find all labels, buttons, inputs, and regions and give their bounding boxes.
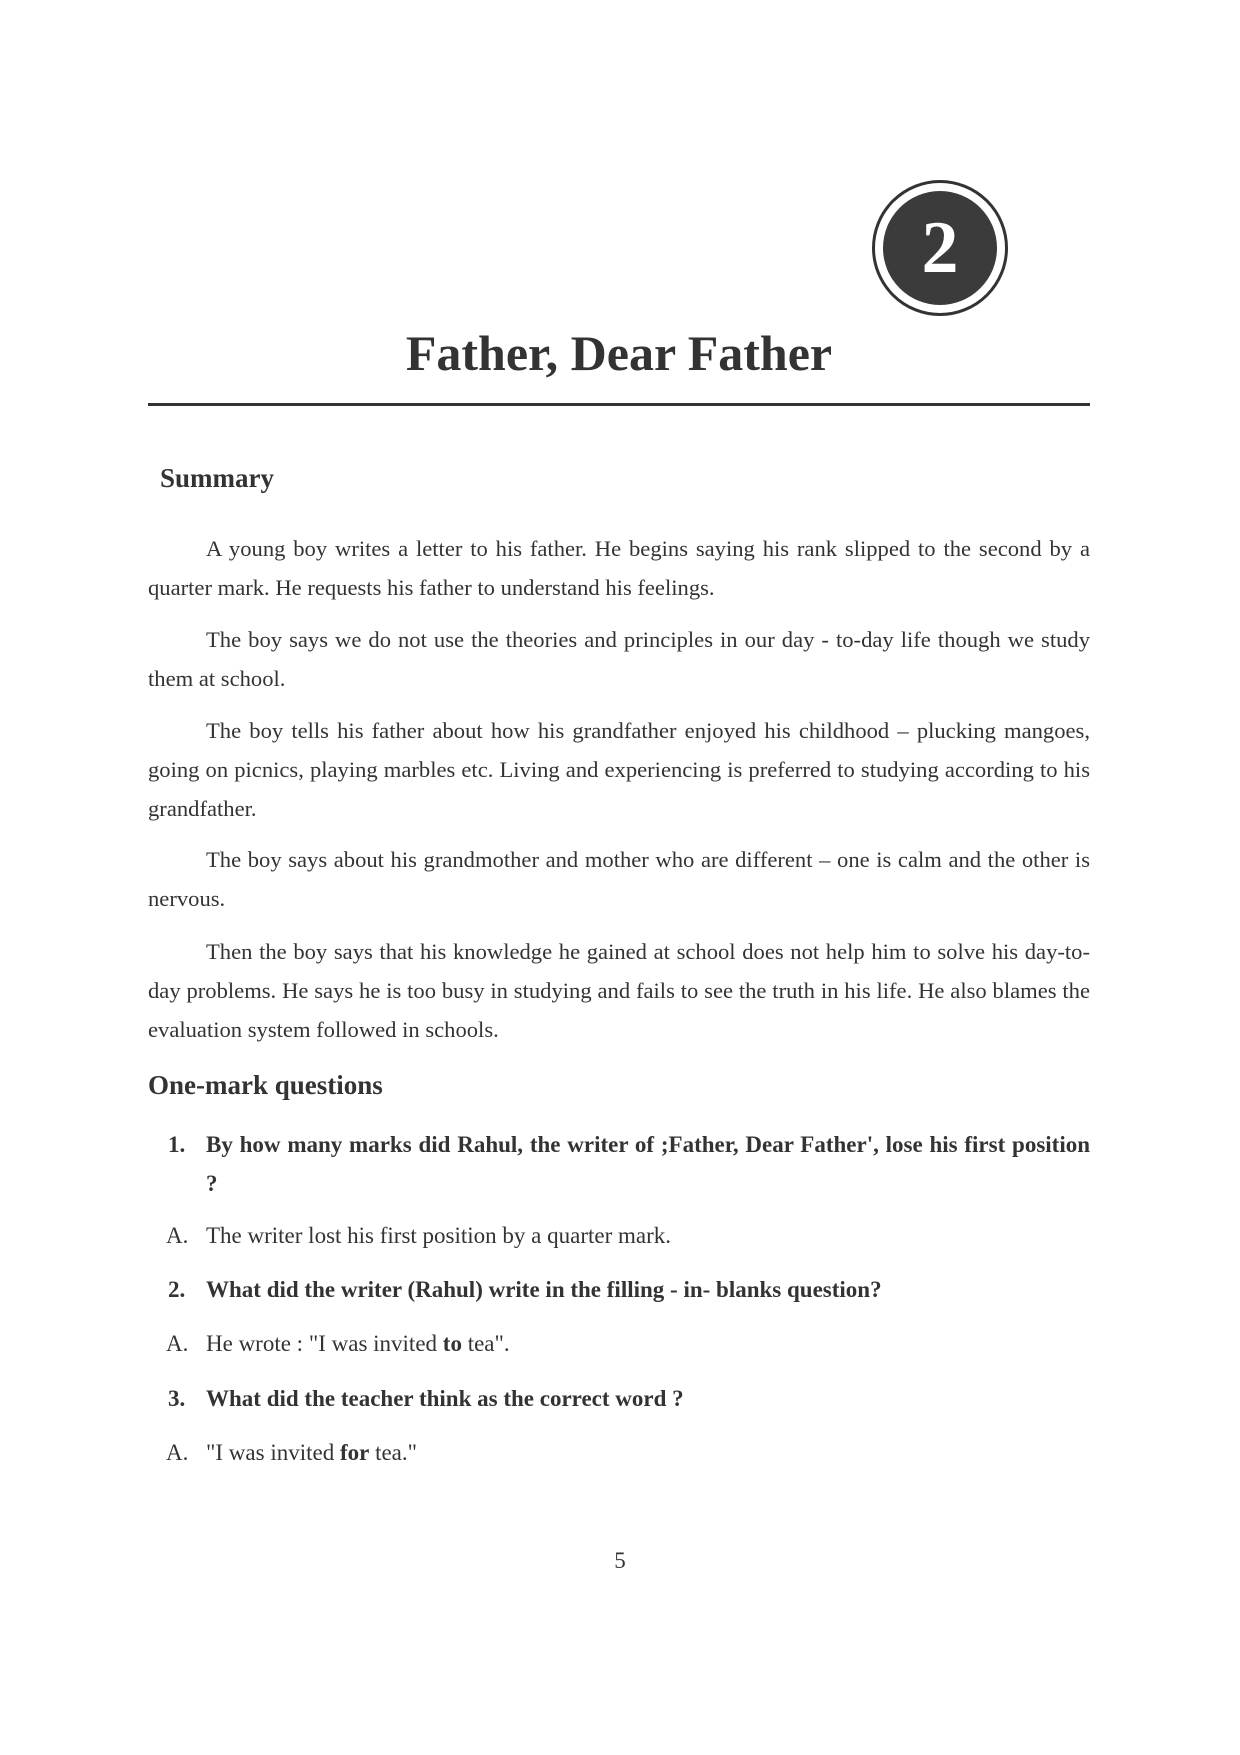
answer-1 bbox=[148, 1216, 1090, 1255]
summary-paragraph-2: The boy says we do not use the theories and principles in our day - to-day life though we study them at school. bbox=[148, 627, 1090, 691]
chapter-number: 2 bbox=[883, 191, 997, 305]
chapter-number-badge bbox=[872, 180, 1008, 316]
answer-label: A. bbox=[166, 1223, 189, 1248]
question-text: What did the writer (Rahul) write in the filling - in- blanks question? bbox=[206, 1277, 882, 1302]
question-2 bbox=[148, 1270, 1090, 1309]
emphasized-word: for bbox=[339, 1440, 370, 1465]
answer-label: A. bbox=[166, 1331, 189, 1356]
question-text: What did the teacher think as the correct word ? bbox=[206, 1386, 684, 1411]
answer-2 bbox=[148, 1324, 1090, 1363]
page-number: 5 bbox=[614, 1548, 626, 1573]
answer-text: "I was invited for tea." bbox=[206, 1440, 418, 1465]
question-number: 3. bbox=[168, 1386, 186, 1411]
emphasized-word: to bbox=[442, 1331, 462, 1356]
question-number: 2. bbox=[168, 1277, 186, 1302]
summary-paragraph-5: Then the boy says that his knowledge he gained at school does not help him to solve his day-to-day problems. He says he is too busy in studying and fails to see the truth in his life. He also blames the evaluation system followed in schools. bbox=[148, 939, 1090, 1042]
answer-3 bbox=[148, 1433, 1090, 1472]
question-number: 1. bbox=[168, 1132, 186, 1157]
title-divider bbox=[148, 403, 1090, 406]
answer-text: The writer lost his first position by a quarter mark. bbox=[206, 1223, 672, 1248]
summary-paragraph-3: The boy tells his father about how his grandfather enjoyed his childhood – plucking mangoes, going on picnics, playing marbles etc. Living and experiencing is preferred to studying according to his grandfather. bbox=[148, 718, 1090, 821]
questions-heading: One-mark questions bbox=[148, 1070, 383, 1100]
answer-label: A. bbox=[166, 1440, 189, 1465]
question-text: By how many marks did Rahul, the writer of ;Father, Dear Father', lose his first position ? bbox=[206, 1132, 1090, 1196]
question-1 bbox=[148, 1125, 1090, 1203]
summary-paragraph-4: The boy says about his grandmother and mother who are different – one is calm and the other is nervous. bbox=[148, 847, 1090, 911]
chapter-title: Father, Dear Father bbox=[405, 325, 833, 381]
summary-paragraph-1: A young boy writes a letter to his father. He begins saying his rank slipped to the second by a quarter mark. He requests his father to understand his feelings. bbox=[148, 536, 1090, 600]
summary-heading: Summary bbox=[160, 463, 274, 493]
answer-text: He wrote : "I was invited to tea". bbox=[206, 1331, 510, 1356]
question-3 bbox=[148, 1379, 1090, 1418]
